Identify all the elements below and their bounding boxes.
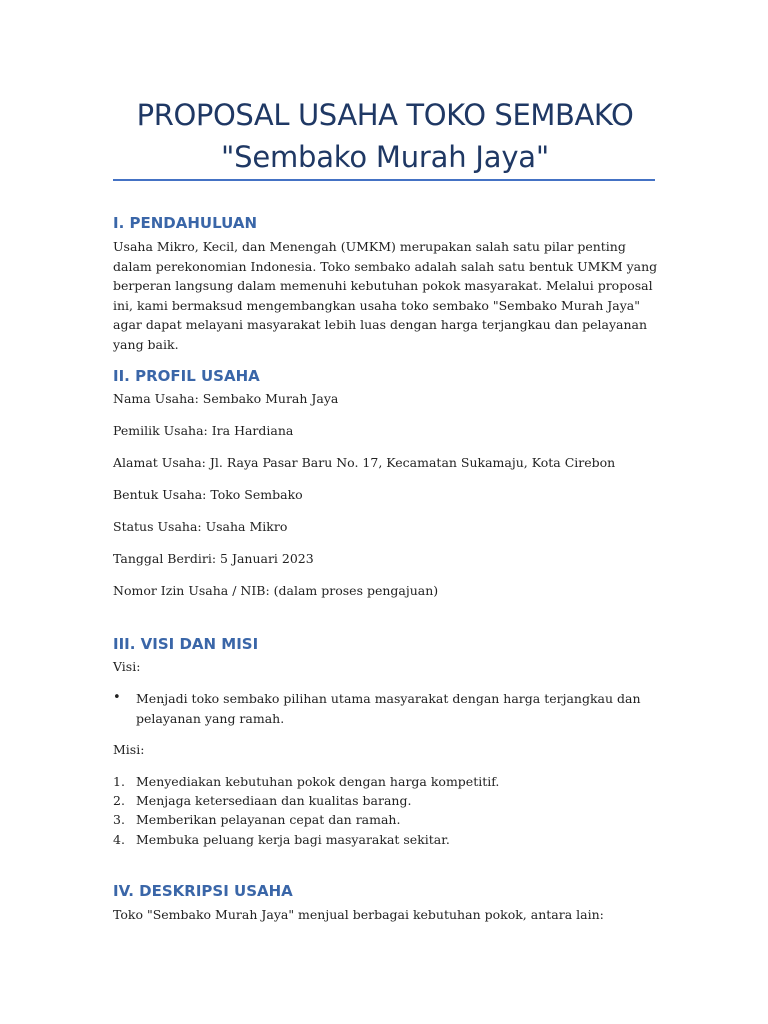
deskripsi-paragraph: Toko "Sembako Murah Jaya" menjual berbagai kebutuhan pokok, antara lain: (113, 907, 604, 922)
profil-item-alamat: Alamat Usaha: Jl. Raya Pasar Baru No. 17, Kecamatan Sukamaju, Kota Cirebon (113, 455, 616, 470)
misi-item-number: 3. (113, 812, 125, 827)
section-heading-profil-usaha: II. PROFIL USAHA (113, 367, 260, 385)
bullet-icon: • (113, 690, 121, 705)
misi-item-number: 1. (113, 774, 125, 789)
misi-item-text: Membuka peluang kerja bagi masyarakat sekitar. (136, 832, 450, 847)
section-heading-visi-misi: III. VISI DAN MISI (113, 635, 259, 653)
document-title-line2: "Sembako Murah Jaya" (220, 140, 550, 174)
profil-item-status: Status Usaha: Usaha Mikro (113, 519, 288, 534)
visi-item: Menjadi toko sembako pilihan utama masyarakat dengan harga terjangkau dan pelayanan yang ramah. (136, 691, 641, 726)
profil-item-pemilik: Pemilik Usaha: Ira Hardiana (113, 423, 294, 438)
profil-item-bentuk: Bentuk Usaha: Toko Sembako (113, 487, 303, 502)
visi-label: Visi: (113, 659, 141, 674)
profil-item-tanggal: Tanggal Berdiri: 5 Januari 2023 (113, 551, 314, 566)
misi-item-text: Memberikan pelayanan cepat dan ramah. (136, 812, 401, 827)
misi-label: Misi: (113, 742, 145, 757)
misi-item-number: 4. (113, 832, 125, 847)
profil-item-nama: Nama Usaha: Sembako Murah Jaya (113, 391, 339, 406)
profil-item-nib: Nomor Izin Usaha / NIB: (dalam proses pengajuan) (113, 583, 439, 598)
misi-item-text: Menjaga ketersediaan dan kualitas barang. (136, 793, 412, 808)
section-heading-pendahuluan: I. PENDAHULUAN (113, 214, 257, 232)
misi-item-text: Menyediakan kebutuhan pokok dengan harga kompetitif. (136, 774, 500, 789)
pendahuluan-paragraph: Usaha Mikro, Kecil, dan Menengah (UMKM) merupakan salah satu pilar penting dalam perekonomian Indonesia. Toko sembako adalah salah satu bentuk UMKM yang berperan langsung dalam memenuhi kebutuhan pokok masyarakat. Melalui proposal ini, kami bermaksud mengembangkan usaha toko sembako "Sembako Murah Jaya" agar dapat melayani masyarakat lebih luas dengan harga terjangkau dan pelayanan yang baik. (113, 239, 658, 352)
section-heading-deskripsi-usaha: IV. DESKRIPSI USAHA (113, 882, 293, 900)
title-underline-rule (113, 179, 655, 181)
misi-item-number: 2. (113, 793, 125, 808)
document-title-line1: PROPOSAL USAHA TOKO SEMBAKO (136, 98, 634, 132)
